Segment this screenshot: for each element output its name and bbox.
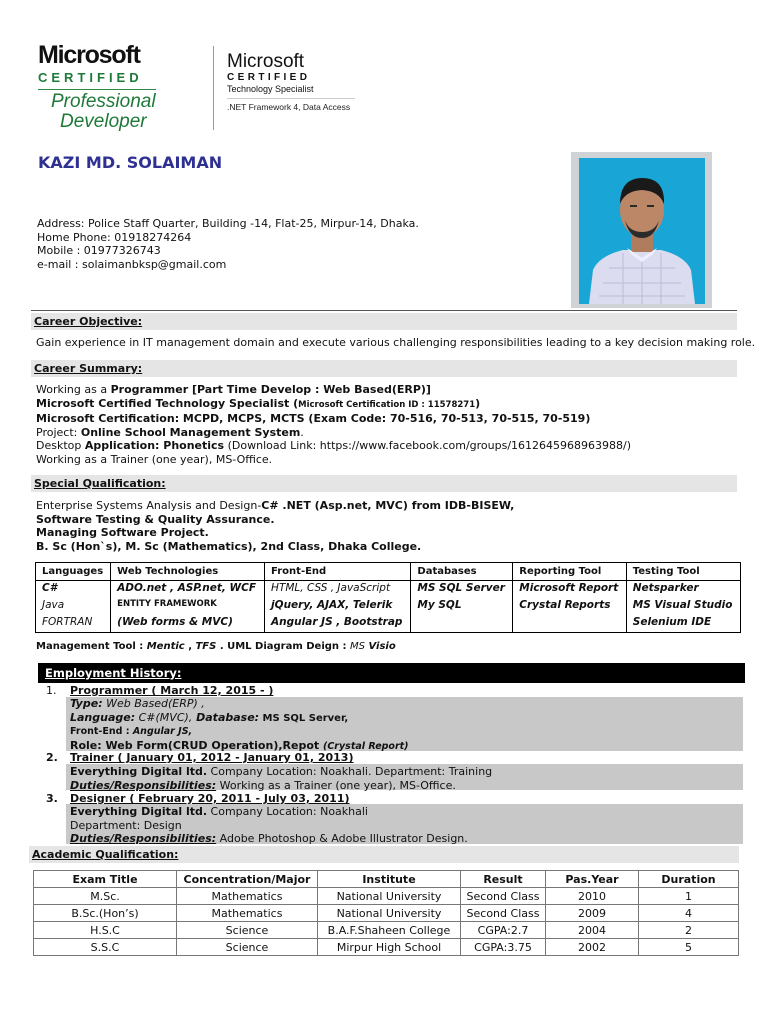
academic-qualification-heading: Academic Qualification: [29, 846, 739, 863]
table-header: Duration [639, 871, 739, 888]
table-header: Reporting Tool [513, 563, 627, 581]
technology-table [35, 562, 741, 633]
special-qualification-heading: Special Qualification: [31, 475, 737, 492]
summary-line: Desktop Application: Phonetics (Download Link: https://www.facebook.com/groups/1612645968963988/) [36, 439, 632, 452]
logo-divider [38, 89, 156, 90]
table-header: Concentration/Major [177, 871, 318, 888]
career-summary [36, 383, 631, 466]
table-header: Pas.Year [546, 871, 639, 888]
contact-block [37, 217, 419, 271]
table-row: FORTRAN (Web forms & MVC) Angular JS , Bootstrap Selenium IDE [36, 615, 741, 633]
job-3-title: 3. Designer ( February 20, 2011 - July 03, 2011) [46, 792, 350, 805]
table-row: S.S.C Science Mirpur High School CGPA:3.75 2002 5 [34, 939, 739, 956]
logo-specialty: .NET Framework 4, Data Access [227, 102, 351, 112]
logo-line1: Professional [51, 91, 156, 112]
candidate-name: KAZI MD. SOLAIMAN [38, 153, 223, 172]
table-header: Languages [36, 563, 111, 581]
special-line: Software Testing & Quality Assurance. [36, 512, 275, 526]
summary-line: Microsoft Certified Technology Specialist (Microsoft Certification ID : 11578271) [36, 396, 481, 410]
table-row: Java ENTITY FRAMEWORK jQuery, AJAX, Telerik My SQL Crystal Reports MS Visual Studio [36, 598, 741, 615]
career-objective-heading: Career Objective: [31, 313, 737, 330]
special-line: Enterprise Systems Analysis and Design-C# .NET (Asp.net, MVC) from IDB-BISEW, [36, 499, 515, 512]
address: Address: Police Staff Quarter, Building -14, Flat-25, Mirpur-14, Dhaka. [37, 217, 419, 230]
certified-label: CERTIFIED [38, 70, 143, 85]
table-header: Exam Title [34, 871, 177, 888]
home-phone: Home Phone: 01918274264 [37, 230, 192, 244]
career-summary-heading: Career Summary: [31, 360, 737, 377]
job-3-details: Everything Digital ltd. Company Location: Noakhali Department: Design Duties/Responsibilities: Adobe Photoshop & Adobe Illustrator Design. [70, 805, 468, 845]
table-row: M.Sc. Mathematics National University Second Class 2010 1 [34, 888, 739, 905]
summary-line: Working as a Trainer (one year), MS-Office. [36, 452, 273, 466]
table-row: H.S.C Science B.A.F.Shaheen College CGPA:2.7 2004 2 [34, 922, 739, 939]
job-2-details: Everything Digital ltd. Company Location: Noakhali. Department: Training Duties/Responsibilities: Working as a Trainer (one year), MS-Office. [70, 765, 493, 792]
profile-photo [571, 152, 712, 308]
job-2-title: 2. Trainer ( January 01, 2012 - January 01, 2013) [46, 751, 354, 764]
table-row: B.Sc.(Hon’s) Mathematics National University Second Class 2009 4 [34, 905, 739, 922]
table-header: Databases [411, 563, 513, 581]
mcts-logo [213, 46, 355, 130]
job-1-title: 1. Programmer ( March 12, 2015 - ) [46, 684, 274, 697]
employment-history-heading: Employment History: [38, 663, 745, 683]
table-header: Web Technologies [111, 563, 265, 581]
table-header: Result [461, 871, 546, 888]
table-header: Front-End [265, 563, 411, 581]
special-qualification [36, 499, 514, 553]
summary-line: Microsoft Certification: MCPD, MCPS, MCTS (Exam Code: 70-516, 70-513, 70-515, 70-519) [36, 412, 591, 425]
mcpd-logo [38, 42, 168, 132]
academic-table [33, 870, 739, 956]
summary-line: Project: Online School Management System. [36, 425, 304, 439]
table-header-row [36, 563, 741, 581]
career-objective-text: Gain experience in IT management domain and execute various challenging responsibilities leading to a key decision making role. [36, 336, 756, 349]
special-line: B. Sc (Hon`s), M. Sc (Mathematics), 2nd Class, Dhaka College. [36, 539, 422, 553]
table-row: C# ADO.net , ASP.net, WCF HTML, CSS , JavaScript MS SQL Server Microsoft Report Netsparker [36, 581, 741, 599]
special-line: Managing Software Project. [36, 526, 209, 539]
logo-line2: Developer [60, 111, 147, 132]
table-header: Testing Tool [626, 563, 740, 581]
logo-subtitle: Technology Specialist [227, 84, 355, 99]
job-1-details: Type: Web Based(ERP) , Language: C#(MVC), Database: MS SQL Server, Front-End : Angular JS, Role: Web Form(CRUD Operation),Repot (Crystal Report) [70, 697, 409, 752]
microsoft-wordmark: Microsoft [227, 51, 305, 72]
summary-line: Working as a Programmer [Part Time Develop : Web Based(ERP)] [36, 383, 431, 396]
email: e-mail : solaimanbksp@gmail.com [37, 257, 227, 271]
table-header-row [34, 871, 739, 888]
divider [31, 310, 737, 311]
table-header: Institute [318, 871, 461, 888]
microsoft-wordmark: Microsoft [38, 41, 140, 69]
management-tools: Management Tool : Mentic , TFS . UML Diagram Deign : MS Visio [36, 641, 396, 652]
certified-label: CERTIFIED [227, 72, 311, 83]
mobile: Mobile : 01977326743 [37, 244, 161, 257]
